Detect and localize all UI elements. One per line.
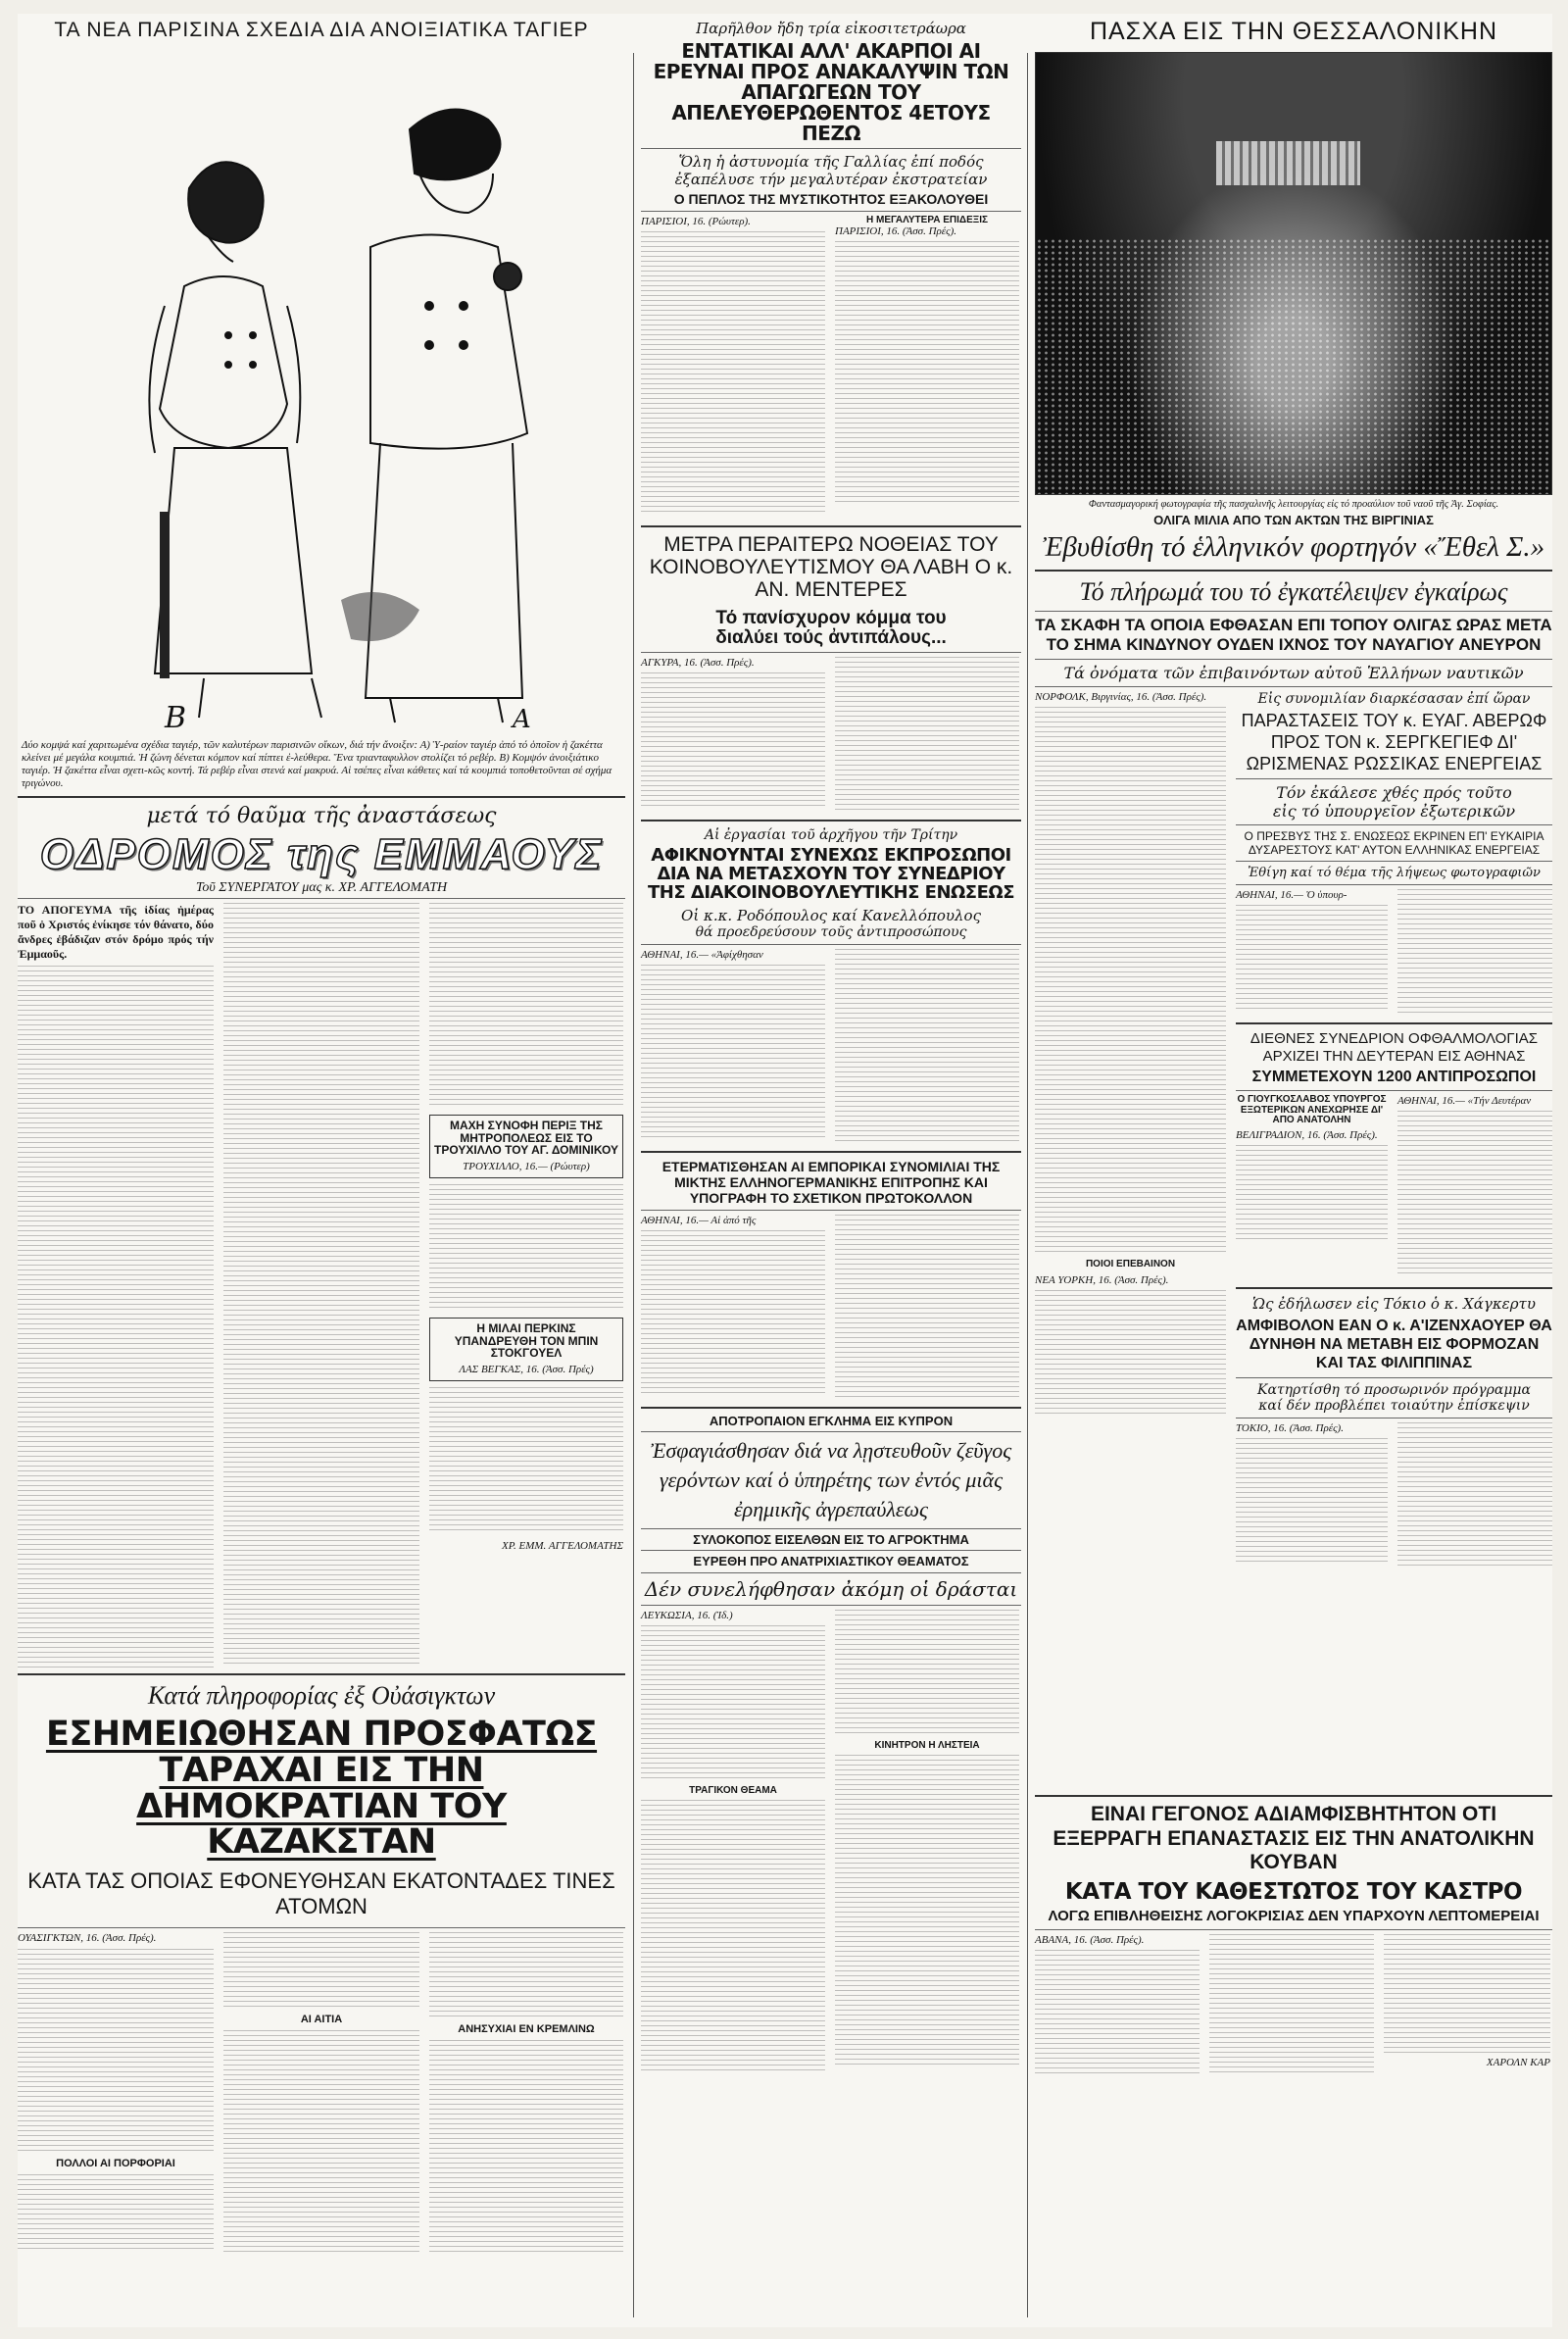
body-text-block bbox=[1236, 1438, 1388, 1566]
averof-dateline: ΑΘΗΝΑΙ, 16.— Ὁ ὑπουρ- bbox=[1236, 889, 1348, 902]
abduction-sub1: Ὅλη ἡ ἀστυνομία τῆς Γαλλίας ἐπί ποδός bbox=[678, 153, 984, 171]
abduction-kicker: Παρῆλθον ἤδη τρία εἰκοσιτετράωρα bbox=[696, 20, 966, 37]
averof-sub1: Τόν ἐκάλεσε χθές πρός τοῦτο bbox=[1276, 783, 1512, 803]
kaz-side-head: ΑΙ ΑΙΤΙΑ bbox=[300, 2014, 343, 2026]
easter-caption: Φαντασμαγορική φωτογραφία τῆς πασχαλινῆς λειτουργίας εἰς τό προαύλιον τοῦ ναοῦ τῆς Ἁγ. Σοφίας. bbox=[1088, 499, 1499, 510]
divider bbox=[1236, 778, 1552, 779]
kaz-subheadline: ΚΑΤΑ ΤΑΣ ΟΠΟΙΑΣ ΕΦΟΝΕΥΘΗΣΑΝ ΕΚΑΤΟΝΤΑΔΕΣ ΤΙΝΕΣ ΑΤΟΜΩΝ bbox=[27, 1868, 615, 1919]
eisen-headline: ΑΜΦΙΒΟΛΟΝ ΕΑΝ Ο κ. Α'ΙΖΕΝΧΑΟΥΕΡ ΘΑ ΔΥΝΗΘΗ ΝΑ ΜΕΤΑΒΗ ΕΙΣ ΦΟΡΜΟΖΑΝ ΚΑΙ ΤΑΣ ΦΙΛΙΠΠΙΝΑΣ bbox=[1236, 1318, 1552, 1372]
menderes-dateline: ΑΓΚΥΡΑ, 16. (Ἀσσ. Πρές). bbox=[641, 656, 755, 669]
cyprus-headline: Ἐσφαγιάσθησαν διά να λῃστευθοῦν ζεῦγος γερόντων καί ὁ ὑπηρέτης των ἐντός μιᾶς ἐρημικῆς ἀγρεπαύλεως bbox=[650, 1438, 1012, 1521]
kaz-side-head: ΑΝΗΣΥΧΙΑΙ ΕΝ ΚΡΕΜΛΙΝΩ bbox=[458, 2023, 595, 2036]
cuba-signoff: ΧΑΡΟΛΝ ΚΑΡ bbox=[1486, 2056, 1550, 2068]
divider bbox=[641, 1210, 1021, 1211]
crowd-candles bbox=[1036, 238, 1551, 494]
feature-right-column bbox=[429, 903, 623, 1667]
menderes-headline: ΜΕΤΡΑ ΠΕΡΑΙΤΕΡΩ ΝΟΘΕΙΑΣ ΤΟΥ ΚΟΙΝΟΒΟΥΛΕΥΤΙΣΜΟΥ ΘΑ ΛΑΒΗ Ο κ. ΑΝ. ΜΕΝΤΕΡΕΣ bbox=[649, 532, 1013, 601]
box-dateline: ΤΡΟΥΧΙΛΛΟ, 16.— (Ρώυτερ) bbox=[463, 1161, 590, 1173]
fashion-headline: ΤΑ ΝΕΑ ΠΑΡΙΣΙΝΑ ΣΧΕΔΙΑ ΔΙΑ ΑΝΟΙΞΙΑΤΙΚΑ ΤΑΓΙΕΡ bbox=[54, 19, 589, 41]
divider bbox=[1236, 1022, 1552, 1024]
divider bbox=[1035, 686, 1552, 687]
church-building bbox=[1216, 141, 1360, 185]
ophth-col-a bbox=[1236, 1095, 1388, 1243]
divider bbox=[18, 1927, 625, 1928]
abduction-headline: ΕΝΤΑΤΙΚΑΙ ΑΛΛ' ΑΚΑΡΠΟΙ ΑΙ ΕΡΕΥΝΑΙ ΠΡΟΣ ΑΝΑΚΑΛΥΨΙΝ ΤΩΝ ΑΠΑΓΩΓΕΩΝ ΤΟΥ ΑΠΕΛΕΥΘΕΡΩΘΕΝΤΟΣ 4ΕΤΟΥΣ ΠΕΖΩ bbox=[653, 39, 1009, 145]
body-text-block bbox=[429, 1387, 623, 1534]
cyprus-col-a bbox=[641, 1610, 825, 2075]
box-dateline: ΛΑΣ ΒΕΓΚΑΣ, 16. (Ἀσσ. Πρές) bbox=[459, 1363, 594, 1375]
column-rule bbox=[1027, 53, 1028, 2317]
fashion-illustration bbox=[18, 51, 625, 737]
divider bbox=[641, 944, 1021, 945]
conference-dateline: ΑΘΗΝΑΙ, 16.— «Ἀφίχθησαν bbox=[641, 948, 763, 961]
feature-signoff: ΧΡ. ΕΜΜ. ΑΓΓΕΛΟΜΑΤΗΣ bbox=[501, 1539, 623, 1552]
kaz-col-a bbox=[18, 1932, 214, 2253]
divider bbox=[641, 1407, 1021, 1409]
body-text-block bbox=[429, 1932, 623, 2020]
abduction-sub2: ἐξαπέλυσε τήν μεγαλυτέραν ἐκστρατείαν bbox=[674, 171, 988, 188]
divider bbox=[641, 525, 1021, 527]
cyprus-dateline: ΛΕΥΚΩΣΙΑ, 16. (Ἰδ.) bbox=[641, 1609, 733, 1621]
cuba-headline: ΕΙΝΑΙ ΓΕΓΟΝΟΣ ΑΔΙΑΜΦΙΣΒΗΤΗΤΟΝ ΟΤΙ ΕΞΕΡΡΑΓΗ ΕΠΑΝΑΣΤΑΣΙΣ ΕΙΣ ΤΗΝ ΑΝΑΤΟΛΙΚΗΝ ΚΟΥΒΑΝ bbox=[1053, 1803, 1535, 1873]
cyprus-side-head: ΚΙΝΗΤΡΟΝ Η ΛΗΣΤΕΙΑ bbox=[874, 1739, 980, 1751]
ophth-headline: ΔΙΕΘΝΕΣ ΣΥΝΕΔΡΙΟΝ ΟΦΘΑΛΜΟΛΟΓΙΑΣ ΑΡΧΙΖΕΙ ΤΗΝ ΔΕΥΤΕΡΑΝ ΕΙΣ ΑΘΗΝΑΣ bbox=[1250, 1030, 1539, 1066]
divider bbox=[1236, 824, 1552, 825]
svg-text:B: B bbox=[165, 701, 187, 736]
divider bbox=[1236, 1090, 1552, 1091]
divider bbox=[1236, 1377, 1552, 1378]
column-middle bbox=[641, 14, 1021, 2327]
body-text-block bbox=[835, 1215, 1019, 1399]
eisen-sub1: Κατηρτίσθη τό προσωρινόν πρόγραμμα bbox=[1257, 1381, 1531, 1398]
cyprus-sub2: ΕΥΡΕΘΗ ΠΡΟ ΑΝΑΤΡΙΧΙΑΣΤΙΚΟΥ ΘΕΑΜΑΤΟΣ bbox=[693, 1554, 969, 1569]
body-text-block bbox=[18, 966, 214, 1671]
feature-kicker: μετά τό θαῦμα τῆς ἀναστάσεως bbox=[146, 804, 497, 829]
conference-sub2: θά προεδρεύσουν τοῦς ἀντιπροσώπους bbox=[695, 923, 967, 940]
easter-headline: ΠΑΣΧΑ ΕΙΣ ΤΗΝ ΘΕΣΣΑΛΟΝΙΚΗΝ bbox=[1089, 18, 1498, 45]
ship-sub2: ΤΑ ΣΚΑΦΗ ΤΑ ΟΠΟΙΑ ΕΦΘΑΣΑΝ ΕΠΙ ΤΟΠΟΥ ΟΛΙΓΑΣ ΩΡΑΣ ΜΕΤΑ ΤΟ ΣΗΜΑ ΚΙΝΔΥΝΟΥ ΟΥΔΕΝ ΙΧΝΟΣ ΤΟΥ ΝΑΥΑΓΙΟΥ ΑΝΕΥΡΟΝ bbox=[1035, 615, 1552, 655]
body-text-block bbox=[1035, 1290, 1226, 1418]
divider bbox=[1035, 611, 1552, 612]
ship-and-averof bbox=[1035, 691, 1552, 1789]
averof-col-a bbox=[1236, 889, 1388, 1013]
divider bbox=[1035, 1795, 1552, 1797]
divider bbox=[641, 1528, 1021, 1529]
body-text-block bbox=[1236, 905, 1388, 1013]
kaz-dateline: ΟΥΑΣΙΓΚΤΩΝ, 16. (Ἀσσ. Πρές). bbox=[18, 1932, 157, 1945]
menderes-body bbox=[641, 657, 1021, 814]
feature-lead: ΤΟ ΑΠΟΓΕΥΜΑ τῆς ἰδίας ἡμέρας ποῦ ὁ Χριστός ἐνίκησε τόν θάνατο, δύο ἄνδρες ἐβάδιζαν στόν δρόμο πρός τήν Ἐμμαοῦς. bbox=[18, 903, 214, 962]
cuba-headline2: ΚΑΤΑ ΤΟΥ ΚΑΘΕΣΤΩΤΟΣ ΤΟΥ ΚΑΣΤΡΟ bbox=[1064, 1878, 1523, 1905]
body-text-block bbox=[835, 1755, 1019, 2068]
divider bbox=[1236, 1287, 1552, 1289]
eisen-kicker: Ὡς ἐδήλωσεν εἰς Τόκιο ὁ κ. Χάγκερτυ bbox=[1252, 1295, 1536, 1313]
body-text-block bbox=[641, 1800, 825, 2074]
news-box-milli-perkins bbox=[429, 1318, 623, 1381]
body-text-block bbox=[1384, 1934, 1550, 2057]
ship-list-head: ΠΟΙΟΙ ΕΠΕΒΑΙΝΟΝ bbox=[1085, 1259, 1176, 1270]
fashion-caption: Δύο κομψά καί χαριτωμένα σχέδια ταγιέρ, τῶν καλυτέρων παρισινῶν οἴκων, διά τήν ἄνοιξιν: Α) Ὑ-ραίον ταγιέρ ἀπό τό ὁποῖον ἡ ζακέττα κλείνει μέ μεγάλα κουμπιά. Ἡ ζώνη δένεται κόμπον καί πίπτει ἐ-λεύθερα. Ἕνα τριανταφυλλον στολίζει τό ρεβέρ. Β) Κομψόν ἀνοιξιάτικο ταγιέρ. Ἡ ζακέττα εἶναι σχετι-κῶς κοντή. Τά ρεβέρ εἶναι στενά καί μακρυά. Αἱ τσέπες εἶναι κάθετες καί τά κουμπιά τοποθετοῦνται σέ σχήμα τριγώνου. bbox=[22, 739, 612, 790]
easter-photo bbox=[1035, 52, 1552, 495]
body-text-block bbox=[1397, 1111, 1552, 1277]
body-text-block bbox=[641, 1230, 825, 1397]
body-text-block bbox=[429, 2040, 623, 2256]
divider bbox=[641, 820, 1021, 821]
divider bbox=[641, 1550, 1021, 1551]
divider bbox=[1236, 861, 1552, 862]
divider bbox=[641, 148, 1021, 149]
ship-sub3: Τά ὀνόματα τῶν ἐπιβαινόντων αὐτοῦ Ἑλλήνων ναυτικῶν bbox=[1063, 664, 1524, 683]
column-left bbox=[18, 14, 625, 2327]
ship-dateline: ΝΟΡΦΟΛΚ, Βιργινίας, 16. (Ἀσσ. Πρές). bbox=[1035, 691, 1207, 704]
cyprus-body bbox=[641, 1610, 1021, 2080]
body-text-block bbox=[1397, 889, 1552, 1015]
fashion-sketch bbox=[18, 51, 625, 737]
eisen-sub2: καί δέν προβλέπει τοιαύτην ἐπίσκεψιν bbox=[1258, 1397, 1530, 1414]
column-right bbox=[1035, 14, 1552, 2327]
eisen-dateline: ΤΟΚΙΟ, 16. (Ἀσσ. Πρές). bbox=[1236, 1421, 1344, 1434]
trade-headline: ΕΤΕΡΜΑΤΙΣΘΗΣΑΝ ΑΙ ΕΜΠΟΡΙΚΑΙ ΣΥΝΟΜΙΛΙΑΙ ΤΗΣ ΜΙΚΤΗΣ ΕΛΛΗΝΟΓΕΡΜΑΝΙΚΗΣ ΕΠΙΤΡΟΠΗΣ ΚΑΙ ΥΠΟΓΡΑΦΗ ΤΟ ΣΧΕΤΙΚΟΝ ΠΡΩΤΟΚΟΛΛΟΝ bbox=[662, 1158, 1001, 1206]
abduction-col-b bbox=[835, 216, 1019, 507]
averof-column bbox=[1236, 691, 1552, 1568]
svg-text:A: A bbox=[513, 705, 531, 735]
body-text-block bbox=[18, 2174, 214, 2253]
cyprus-col-b bbox=[835, 1610, 1019, 2069]
kaz-body bbox=[18, 1932, 625, 2256]
column-rule bbox=[633, 53, 634, 2317]
body-text-block bbox=[835, 949, 1019, 1143]
newspaper-page bbox=[18, 14, 1552, 2327]
averof-sub2: εἰς τό ὑπουργεῖον ἐξωτερικῶν bbox=[1272, 802, 1516, 821]
body-text-block bbox=[641, 231, 825, 516]
cuba-body bbox=[1035, 1934, 1552, 2081]
ship-body-column bbox=[1035, 691, 1226, 1418]
menderes-col-a bbox=[641, 657, 825, 810]
feature-body bbox=[18, 903, 625, 1667]
divider bbox=[18, 898, 625, 899]
ophth-dateline: ΒΕΛΙΓΡΑΔΙΟΝ, 16. (Ἀσσ. Πρές). bbox=[1236, 1128, 1378, 1141]
divider bbox=[641, 652, 1021, 653]
ophth-col-b bbox=[1397, 1095, 1552, 1277]
cyprus-sub3: Δέν συνελήφθησαν ἀκόμη οἱ δράσται bbox=[644, 1576, 1018, 1601]
feature-lead-column bbox=[18, 903, 214, 1667]
trade-dateline: ΑΘΗΝΑΙ, 16.— Αἱ ἀπό τῆς bbox=[641, 1214, 757, 1226]
cyprus-sub1: ΣΥΛΟΚΟΠΟΣ ΕΙΣΕΛΘΩΝ ΕΙΣ ΤΟ ΑΓΡΟΚΤΗΜΑ bbox=[693, 1531, 969, 1547]
averof-sub3: Ο ΠΡΕΣΒΥΣ ΤΗΣ Σ. ΕΝΩΣΕΩΣ ΕΚΡΙΝΕΝ ΕΠ' ΕΥΚΑΙΡΙΑ ΔΥΣΑΡΕΣΤΟΥΣ ΚΑΤ' ΑΥΤΟΝ ΕΛΛΗΝΙΚΑΣ ΕΝΕΡΓΕΙΑΣ bbox=[1244, 829, 1544, 858]
averof-headline: ΠΑΡΑΣΤΑΣΕΙΣ ΤΟΥ κ. ΕΥΑΓ. ΑΒΕΡΩΦ ΠΡΟΣ ΤΟΝ κ. ΣΕΡΓΚΕΓΙΕΦ ΔΙ' ΩΡΙΣΜΕΝΑΣ ΡΩΣΣΙΚΑΣ ΕΝΕΡΓΕΙΑΣ bbox=[1241, 711, 1547, 773]
ophth-body bbox=[1236, 1095, 1552, 1281]
ship-list-dateline: ΝΕΑ ΥΟΡΚΗ, 16. (Ἀσσ. Πρές). bbox=[1035, 1273, 1169, 1286]
divider bbox=[641, 1431, 1021, 1432]
body-text-block bbox=[641, 1625, 825, 1782]
kaz-kicker: Κατά πληροφορίας ἐξ Οὐάσιγκτων bbox=[147, 1681, 496, 1711]
divider bbox=[641, 1572, 1021, 1573]
cyprus-kicker: ΑΠΟΤΡΟΠΑΙΟΝ ΕΓΚΛΗΜΑ ΕΙΣ ΚΥΠΡΟΝ bbox=[709, 1413, 954, 1428]
divider bbox=[18, 796, 625, 798]
eisen-body bbox=[1236, 1422, 1552, 1569]
abduction-sub3: Ο ΠΕΠΛΟΣ ΤΗΣ ΜΥΣΤΙΚΟΤΗΤΟΣ ΕΞΑΚΟΛΟΥΘΕΙ bbox=[673, 191, 989, 207]
abduction-side-head: Η ΜΕΓΑΛΥΤΕΡΑ ΕΠΙΔΕΞΙΣ bbox=[865, 214, 989, 225]
menderes-sub1: Τό πανίσχυρον κόμμα του bbox=[715, 607, 947, 628]
averof-sub4: Ἐθίγη καί τό θέμα τῆς λήψεως φωτογραφιῶν bbox=[1248, 866, 1541, 881]
conference-sub1: Οἱ κ.κ. Ροδόπουλος καί Κανελλόπουλος bbox=[681, 906, 981, 924]
ophth-dateline: ΑΘΗΝΑΙ, 16.— «Τήν Δευτέραν bbox=[1397, 1095, 1532, 1107]
trade-body bbox=[641, 1215, 1021, 1401]
ophth-sub: ΣΥΜΜΕΤΕΧΟΥΝ 1200 ΑΝΤΙΠΡΟΣΩΠΟΙ bbox=[1251, 1069, 1537, 1086]
divider bbox=[18, 1673, 625, 1675]
cuba-col-a bbox=[1035, 1934, 1200, 2075]
body-text-block bbox=[641, 965, 825, 1141]
body-text-block bbox=[835, 241, 1019, 506]
body-text-block bbox=[429, 1184, 623, 1312]
ship-sub1: Τό πλήρωμά του τό ἐγκατέλειψεν ἐγκαίρως bbox=[1079, 576, 1508, 606]
body-text-block bbox=[835, 657, 1019, 812]
body-text-block bbox=[1397, 1422, 1552, 1568]
eisen-col-a bbox=[1236, 1422, 1388, 1566]
kaz-headline: ΕΣΗΜΕΙΩΘΗΣΑΝ ΠΡΟΣΦΑΤΩΣ ΤΑΡΑΧΑΙ ΕΙΣ ΤΗΝ ΔΗΜΟΚΡΑΤΙΑΝ ΤΟΥ ΚΑΖΑΚΣΤΑΝ bbox=[45, 1715, 598, 1863]
conference-col-a bbox=[641, 949, 825, 1141]
feature-byline: Τοῦ ΣΥΝΕΡΓΑΤΟΥ μας κ. ΧΡ. ΑΓΓΕΛΟΜΑΤΗ bbox=[195, 880, 448, 896]
conference-kicker: Αἱ ἐργασίαι τοῦ ἀρχῆγου τῆν Τρίτην bbox=[704, 826, 958, 843]
divider bbox=[1035, 659, 1552, 660]
ship-kicker: ΟΛΙΓΑ ΜΙΛΙΑ ΑΠΟ ΤΩΝ ΑΚΤΩΝ ΤΗΣ ΒΙΡΓΙΝΙΑΣ bbox=[1153, 513, 1434, 527]
divider bbox=[641, 1605, 1021, 1606]
ophth-side-head: Ο ΓΙΟΥΓΚΟΣΛΑΒΟΣ ΥΠΟΥΡΓΟΣ ΕΞΩΤΕΡΙΚΩΝ ΑΝΕΧΩΡΗΣΕ ΔΙ' ΑΠΟ ΑΝΑΤΟΛΗΝ bbox=[1237, 1094, 1387, 1125]
news-box-trujillo bbox=[429, 1115, 623, 1178]
body-text-block bbox=[223, 1932, 419, 2011]
kaz-side-head: ΠΟΛΛΟΙ ΑΙ ΠΟΡΦΟΡΙΑΙ bbox=[56, 2158, 175, 2170]
divider bbox=[1035, 570, 1552, 572]
box-title: ΜΑΧΗ ΣΥΝΟΦΗ ΠΕΡΙΞ ΤΗΣ ΜΗΤΡΟΠΟΛΕΩΣ ΕΙΣ ΤΟ ΤΡΟΥΧΙΛΛΟ ΤΟΥ ΑΓ. ΔΟΜΙΝΙΚΟΥ bbox=[434, 1119, 618, 1158]
body-text-block bbox=[835, 1610, 1019, 1737]
trade-col-a bbox=[641, 1215, 825, 1397]
body-text-block bbox=[223, 2030, 419, 2256]
body-text-block bbox=[429, 903, 623, 1109]
body-text-block bbox=[1035, 1950, 1200, 2075]
cyprus-side-head: ΤΡΑΓΙΚΟΝ ΘΕΑΜΑ bbox=[689, 1784, 777, 1796]
body-text-block bbox=[641, 672, 825, 810]
divider bbox=[641, 211, 1021, 212]
conference-headline: ΑΦΙΚΝΟΥΝΤΑΙ ΣΥΝΕΧΩΣ ΕΚΠΡΟΣΩΠΟΙ ΔΙΑ ΝΑ ΜΕΤΑΣΧΟΥΝ ΤΟΥ ΣΥΝΕΔΡΙΟΥ ΤΗΣ ΔΙΑΚΟΙΝΟΒΟΥΛΕΥΤΙΚΗΣ ΕΝΩΣΕΩΣ bbox=[648, 844, 1014, 903]
cuba-col-c bbox=[1384, 1934, 1550, 2069]
menderes-sub2: διαλύει τούς ἀντιπάλους... bbox=[715, 626, 947, 648]
body-text-block bbox=[18, 1949, 214, 2155]
body-text-block bbox=[223, 903, 419, 1667]
abduction-body bbox=[641, 216, 1021, 520]
averof-kicker: Εἰς συνομιλίαν διαρκέσασαν ἐπί ὥραν bbox=[1257, 691, 1531, 708]
kaz-col-c bbox=[429, 1932, 623, 2256]
averof-body bbox=[1236, 889, 1552, 1017]
abduction-dateline: ΠΑΡΙΣΙΟΙ, 16. (Ρώυτερ). bbox=[641, 215, 751, 227]
divider bbox=[641, 1151, 1021, 1153]
cuba-sub: ΛΟΓΩ ΕΠΙΒΛΗΘΕΙΣΗΣ ΛΟΓΟΚΡΙΣΙΑΣ ΔΕΝ ΥΠΑΡΧΟΥΝ ΛΕΠΤΟΜΕΡΕΙΑΙ bbox=[1048, 1907, 1540, 1924]
abduction-col-a bbox=[641, 216, 825, 516]
body-text-block bbox=[1035, 707, 1226, 1256]
conference-body bbox=[641, 949, 1021, 1145]
divider bbox=[1236, 884, 1552, 885]
feature-title: ΟΔΡΟΜΟΣ της ΕΜΜΑΟΥΣ bbox=[39, 830, 604, 879]
divider bbox=[1035, 1929, 1552, 1930]
abduction-dateline: ΠΑΡΙΣΙΟΙ, 16. (Ἀσσ. Πρές). bbox=[835, 225, 957, 238]
kaz-col-b bbox=[223, 1932, 419, 2256]
ship-headline: Ἐβυθίσθη τό ἑλληνικόν φορτηγόν «Ἔθελ Σ.» bbox=[1042, 530, 1545, 563]
cuba-dateline: ΑΒΑΝΑ, 16. (Ἀσσ. Πρές). bbox=[1035, 1933, 1145, 1946]
body-text-block bbox=[1209, 1934, 1374, 2076]
body-text-block bbox=[1236, 1145, 1388, 1243]
box-title: Η ΜΙΛΑΙ ΠΕΡΚΙΝΣ ΥΠΑΝΔΡΕΥΘΗ ΤΟΝ ΜΠΙΝ ΣΤΟΚΓΟΥΕΛ bbox=[454, 1321, 599, 1361]
